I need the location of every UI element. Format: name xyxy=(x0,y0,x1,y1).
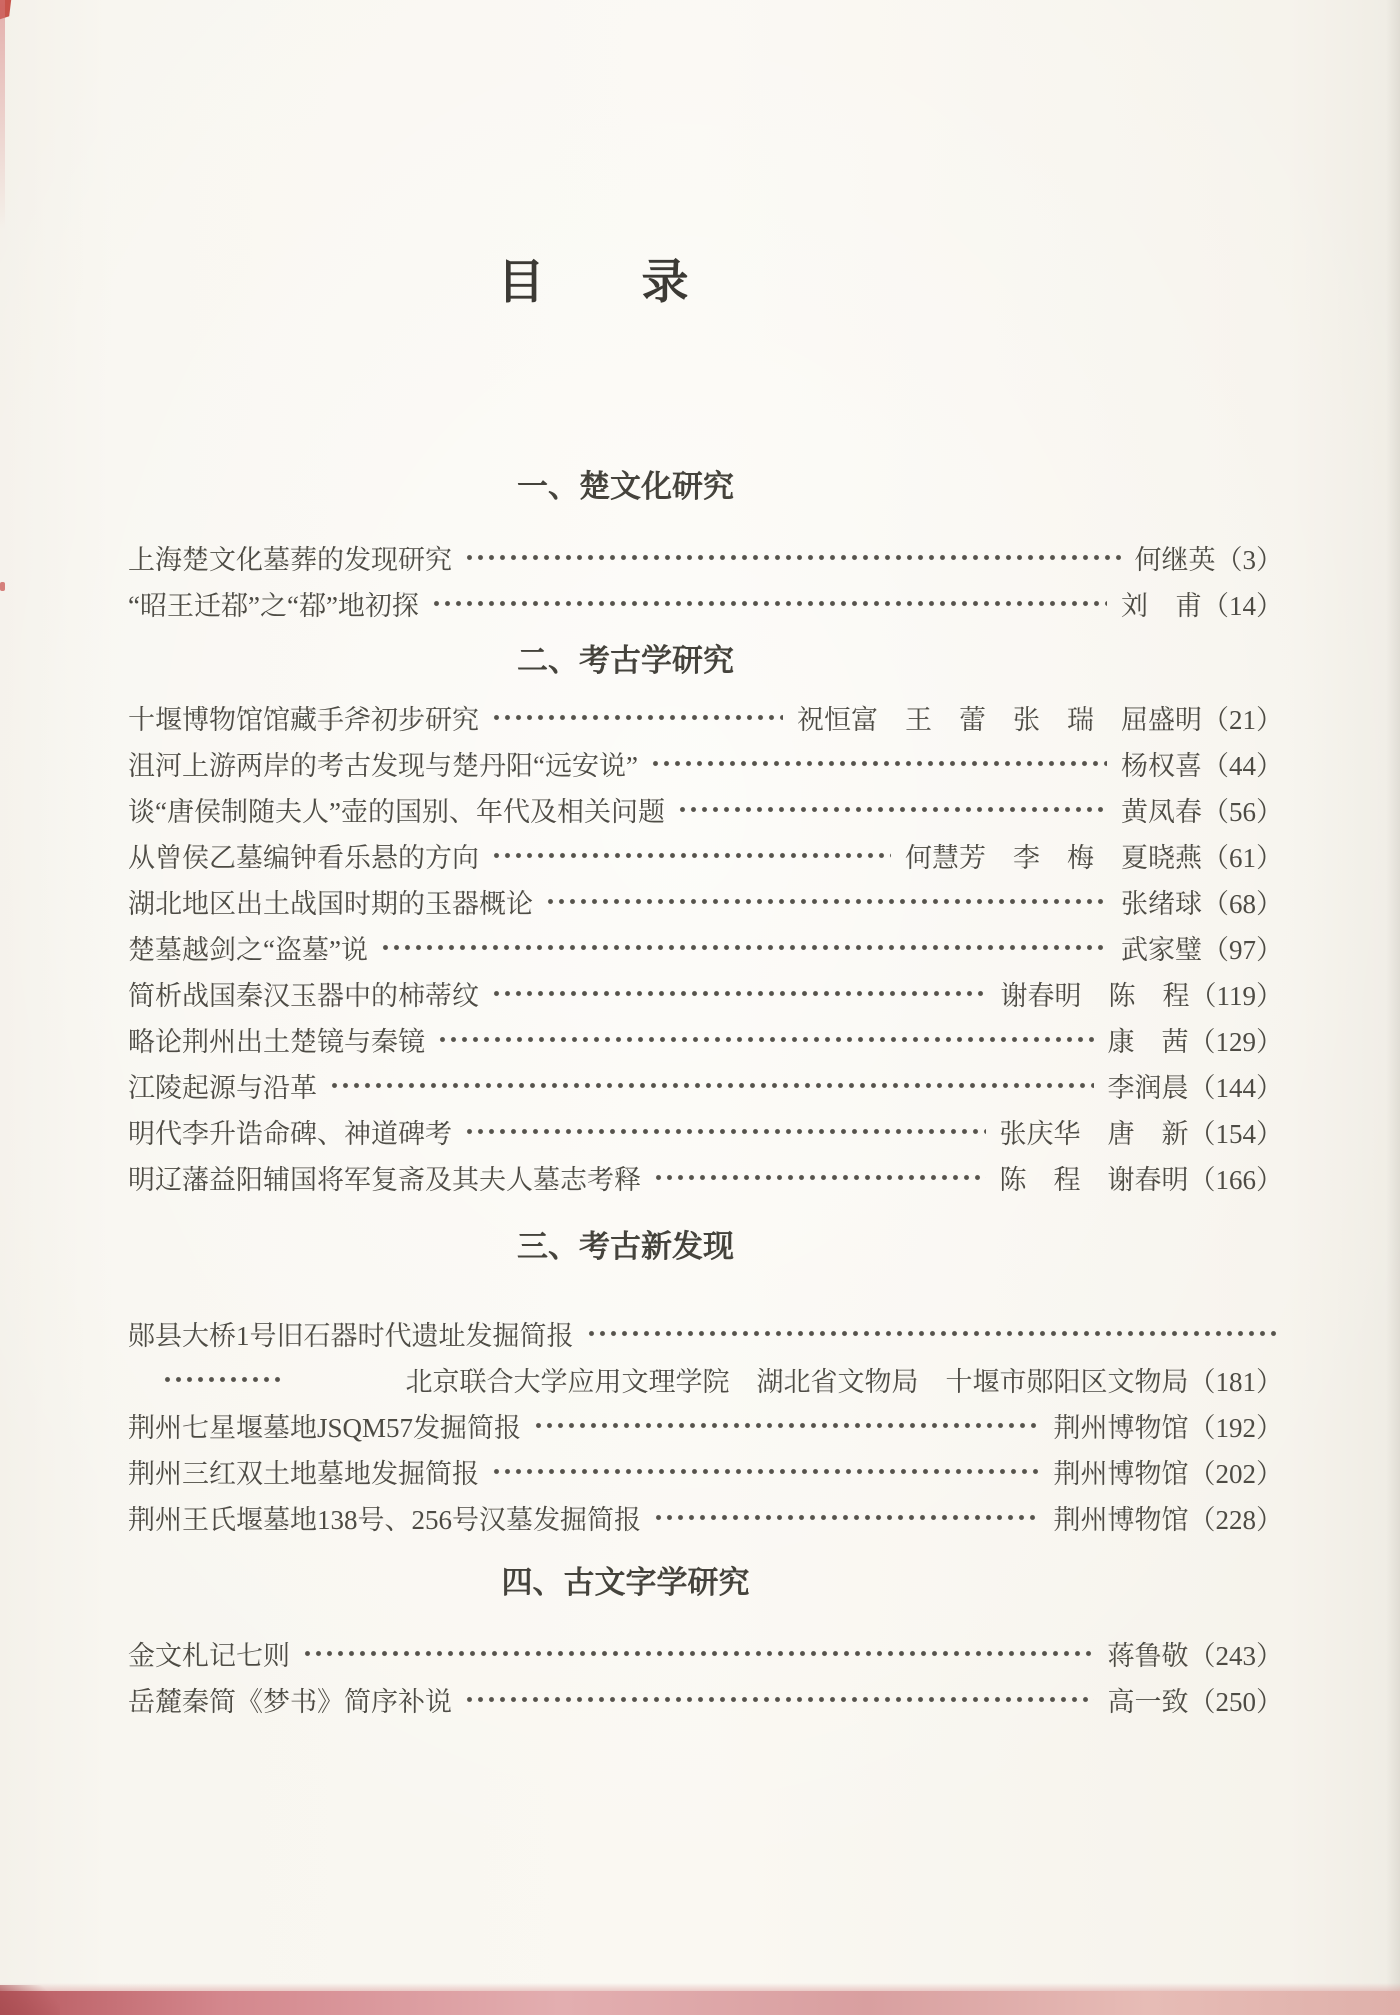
leader-dots xyxy=(586,1310,1282,1356)
entry-title: 湖北地区出土战国时期的玉器概论 xyxy=(128,888,533,919)
toc-entry xyxy=(128,970,1283,1016)
toc-entry xyxy=(128,580,1283,626)
entry-author-page: 谢春明 陈 程（119） xyxy=(1000,980,1283,1011)
scan-bottom-left-corner xyxy=(0,1985,60,2015)
entry-title: 荆州王氏堰墓地138号、256号汉墓发掘简报 xyxy=(128,1504,641,1535)
leader-dots xyxy=(491,694,783,740)
leader-dots xyxy=(677,786,1107,832)
toc-entries-section-1 xyxy=(128,534,1283,626)
leader-dots xyxy=(545,878,1107,924)
page-title: 目 录 xyxy=(497,257,690,309)
toc-entry xyxy=(128,1630,1283,1676)
entry-title: 简析战国秦汉玉器中的柿蒂纹 xyxy=(128,980,479,1011)
leader-dots xyxy=(653,1494,1040,1540)
toc-entry xyxy=(128,1448,1283,1494)
entry-author-page: 张绪球（68） xyxy=(1121,888,1283,919)
toc-entry xyxy=(128,1494,1283,1540)
leader-dots xyxy=(162,1356,284,1402)
entry-author-page: 荆州博物馆（228） xyxy=(1053,1504,1283,1535)
toc-entry xyxy=(128,694,1283,740)
toc-entry xyxy=(128,1062,1283,1108)
entry-title: 金文札记七则 xyxy=(128,1640,290,1671)
entry-title: 江陵起源与沿革 xyxy=(128,1072,317,1103)
entry-author-page: 蒋鲁敬（243） xyxy=(1107,1640,1283,1671)
entry-author-page: 何慧芳 李 梅 夏晓燕（61） xyxy=(905,842,1283,873)
entry-author-page: 李润晨（144） xyxy=(1107,1072,1283,1103)
toc-entry xyxy=(128,1016,1283,1062)
leader-dots xyxy=(650,740,1107,786)
entry-title: 明代李升诰命碑、神道碑考 xyxy=(128,1118,452,1149)
entry-title: 荆州三红双土地墓地发掘简报 xyxy=(128,1458,479,1489)
leader-dots xyxy=(653,1154,986,1200)
entry-title: 岳麓秦简《梦书》简序补说 xyxy=(128,1686,452,1717)
leader-dots xyxy=(380,924,1107,970)
leader-dots xyxy=(491,970,987,1016)
section-heading-archaeology: 二、考古学研究 xyxy=(517,643,734,678)
entry-author-page: 何继英（3） xyxy=(1134,544,1283,575)
scan-bottom-edge-strip xyxy=(0,1991,1400,2015)
leader-dots xyxy=(533,1402,1039,1448)
toc-entries-section-3 xyxy=(128,1310,1283,1540)
leader-dots xyxy=(464,1108,986,1154)
entry-author-page: 黄凤春（56） xyxy=(1121,796,1283,827)
leader-dots xyxy=(464,534,1121,580)
toc-entries-section-2 xyxy=(128,694,1283,1200)
toc-entry xyxy=(128,740,1283,786)
toc-entry xyxy=(128,1676,1283,1722)
entry-title: 荆州七星堰墓地JSQM57发掘简报 xyxy=(128,1412,522,1443)
entry-title: 从曾侯乙墓编钟看乐悬的方向 xyxy=(128,842,479,873)
entry-author-page: 张庆华 唐 新（154） xyxy=(999,1118,1283,1149)
toc-entry xyxy=(128,1154,1283,1200)
toc-entry xyxy=(128,1108,1283,1154)
entry-title: 楚墓越剑之“盗墓”说 xyxy=(128,934,368,965)
entry-author-page: 北京联合大学应用文理学院 湖北省文物局 十堰市郧阳区文物局（181） xyxy=(405,1366,1283,1397)
entry-author-page: 祝恒富 王 蕾 张 瑞 屈盛明（21） xyxy=(797,704,1283,735)
leader-dots xyxy=(464,1676,1094,1722)
leader-dots xyxy=(329,1062,1094,1108)
toc-entry xyxy=(128,832,1283,878)
toc-entry xyxy=(128,534,1283,580)
entry-author-page: 刘 甫（14） xyxy=(1121,590,1283,621)
entry-title: 十堰博物馆馆藏手斧初步研究 xyxy=(128,704,479,735)
scan-left-edge-tint xyxy=(0,0,5,230)
toc-entry xyxy=(128,924,1283,970)
leader-dots xyxy=(431,580,1107,626)
entry-author-page: 高一致（250） xyxy=(1107,1686,1283,1717)
scan-right-edge-shadow xyxy=(1386,0,1400,2015)
scan-left-edge-speck xyxy=(0,582,5,591)
entry-title: 谈“唐侯制随夫人”壶的国别、年代及相关问题 xyxy=(128,796,665,827)
entry-author-page: 武家璧（97） xyxy=(1121,934,1283,965)
toc-content xyxy=(128,0,1283,1722)
toc-entry xyxy=(128,1310,1283,1356)
section-heading-new-discoveries: 三、考古新发现 xyxy=(517,1229,734,1264)
leader-dots xyxy=(491,1448,1040,1494)
entry-title: “昭王迁鄀”之“鄀”地初探 xyxy=(128,590,419,621)
entry-author-page: 荆州博物馆（192） xyxy=(1053,1412,1283,1443)
entry-title: 略论荆州出土楚镜与秦镜 xyxy=(128,1026,425,1057)
section-heading-paleography: 四、古文字学研究 xyxy=(501,1565,750,1600)
leader-dots xyxy=(302,1630,1094,1676)
section-heading-chu-culture: 一、楚文化研究 xyxy=(517,469,734,504)
entry-author-page: 荆州博物馆（202） xyxy=(1053,1458,1283,1489)
toc-entry xyxy=(128,1402,1283,1448)
entry-title: 明辽藩益阳辅国将军复斋及其夫人墓志考释 xyxy=(128,1164,641,1195)
entry-title: 上海楚文化墓葬的发现研究 xyxy=(128,544,452,575)
toc-entry xyxy=(128,878,1283,924)
entry-author-page: 杨权喜（44） xyxy=(1121,750,1283,781)
toc-entry xyxy=(128,786,1283,832)
toc-entries-section-4 xyxy=(128,1630,1283,1722)
entry-title: 沮河上游两岸的考古发现与楚丹阳“远安说” xyxy=(128,750,638,781)
entry-title: 郧县大桥1号旧石器时代遗址发掘简报 xyxy=(128,1320,574,1351)
leader-dots xyxy=(491,832,891,878)
leader-dots xyxy=(437,1016,1094,1062)
toc-entry xyxy=(128,1356,1283,1402)
entry-author-page: 康 茜（129） xyxy=(1107,1026,1283,1057)
entry-author-page: 陈 程 谢春明（166） xyxy=(999,1164,1283,1195)
